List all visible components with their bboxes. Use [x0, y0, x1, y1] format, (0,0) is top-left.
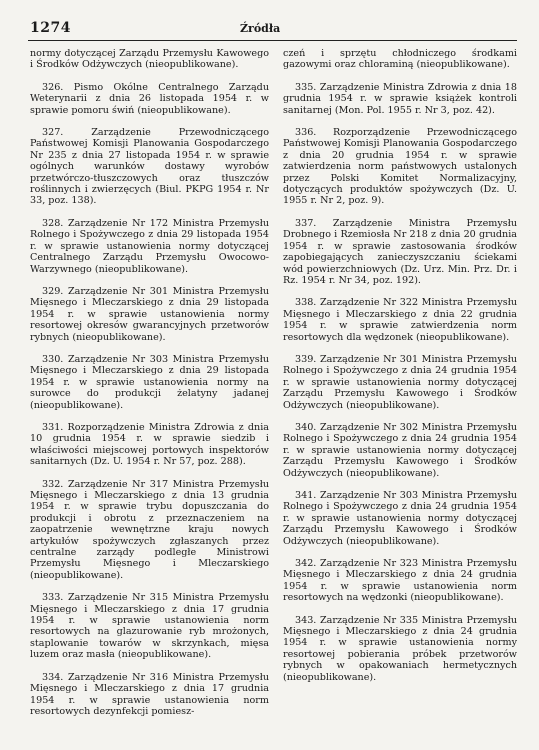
list-item: 342. Zarządzenie Nr 323 Ministra Przemysłu Mięsnego i Mleczarskiego z dnia 24 grudnia 1954 r. w sprawie ustanowienia norm resortowych na wędzonki (nieopublikowane). — [283, 558, 517, 604]
right-column — [283, 48, 517, 694]
list-item: 343. Zarządzenie Nr 335 Ministra Przemysłu Mięsnego i Mleczarskiego z dnia 24 grudnia 1954 r. w sprawie ustanowienia normy resortowej pobierania próbek przetworów rybnych w opakowaniach hermetycznych (nieopublikowane). — [283, 614, 517, 683]
list-item: 333. Zarządzenie Nr 315 Ministra Przemysłu Mięsnego i Mleczarskiego z dnia 17 grudnia 1954 r. w sprawie ustanowienia norm resortowych na glazurowanie ryb mrożonych, staplowanie towarów w skrzynkach, mięsa luzem oraz masła (nieopublikowane). — [30, 592, 269, 661]
list-item: 337. Zarządzenie Ministra Przemysłu Drobnego i Rzemiosła Nr 218 z dnia 20 grudnia 1954 r. w sprawie zastosowania środków zapobiegających zanieczyszczaniu ściekami wód powierzchniowych (Dz. Urz. Min. Prz. Dr. i Rz. 1954 r. Nr 34, poz. 192). — [283, 217, 517, 286]
header-rule — [28, 40, 517, 41]
list-item: 339. Zarządzenie Nr 301 Ministra Przemysłu Rolnego i Spożywczego z dnia 24 grudnia 1954 r. w sprawie ustanowienia normy dotyczącej Zarządu Przemysłu Kawowego i Środków Odżywczych (nieopublikowane). — [283, 353, 517, 411]
left-column — [30, 48, 269, 728]
list-item: 326. Pismo Okólne Centralnego Zarządu Weterynarii z dnia 26 listopada 1954 r. w sprawie pomoru świń (nieopublikowane). — [30, 81, 269, 116]
list-item: 328. Zarządzenie Nr 172 Ministra Przemysłu Rolnego i Spożywczego z dnia 29 listopada 1954 r. w sprawie ustanowienia normy dotyczącej Centralnego Zarządu Przemysłu Owocowo-Warzywnego (nieopublikowane). — [30, 217, 269, 275]
page-number: 1274 — [30, 20, 71, 36]
list-item: 331. Rozporządzenie Ministra Zdrowia z dnia 10 grudnia 1954 r. w sprawie siedzib i właściwości miejscowej portowych inspektorów sanitarnych (Dz. U. 1954 r. Nr 57, poz. 288). — [30, 421, 269, 468]
list-item: 338. Zarządzenie Nr 322 Ministra Przemysłu Mięsnego i Mleczarskiego z dnia 22 grudnia 1954 r. w sprawie zatwierdzenia norm resortowych dla wędzonek (nieopublikowane). — [283, 297, 517, 343]
list-item: 329. Zarządzenie Nr 301 Ministra Przemysłu Mięsnego i Mleczarskiego z dnia 29 listopada 1954 r. w sprawie ustanowienia normy resortowej okresów gwarancyjnych przetworów rybnych (nieopublikowane). — [30, 285, 269, 343]
running-title: Źródła — [240, 22, 281, 35]
list-item: 327. Zarządzenie Przewodniczącego Państwowej Komisji Planowania Gospodarczego Nr 235 z dnia 27 listopada 1954 r. w sprawie ogólnych warunków dostawy wyrobów przetwórczo-tłuszczowych oraz tłuszczów roślinnych i zwierzęcych (Biul. PKPG 1954 r. Nr 33, poz. 138). — [30, 127, 269, 207]
list-item: czeń i sprzętu chłodniczego środkami gazowymi oraz chloraminą (nieopublikowane). — [283, 48, 517, 71]
list-item: 330. Zarządzenie Nr 303 Ministra Przemysłu Mięsnego i Mleczarskiego z dnia 29 listopada 1954 r. w sprawie ustanowienia normy na surowce do produkcji żelatyny jadanej (nieopublikowane). — [30, 353, 269, 411]
list-item: 332. Zarządzenie Nr 317 Ministra Przemysłu Mięsnego i Mleczarskiego z dnia 13 grudnia 1954 r. w sprawie trybu dopuszczania do produkcji i obrotu z przeznaczeniem na zaopatrzenie wewnętrzne kraju nowych artykułów spożywczych zgłaszanych przez centralne zarządy podległe Ministrowi Przemysłu Mięsnego i Mleczarskiego (nieopublikowane). — [30, 478, 269, 581]
list-item: 334. Zarządzenie Nr 316 Ministra Przemysłu Mięsnego i Mleczarskiego z dnia 17 grudnia 1954 r. w sprawie ustanowienia norm resortowych dezynfekcji pomiesz- — [30, 671, 269, 717]
list-item: 336. Rozporządzenie Przewodniczącego Państwowej Komisji Planowania Gospodarczego z dnia 20 grudnia 1954 r. w sprawie zatwierdzenia norm państwowych ustalonych przez Polski Komitet Normalizacyjny, dotyczących produktów spożywczych (Dz. U. 1955 r. Nr 2, poz. 9). — [283, 127, 517, 207]
list-item: normy dotyczącej Zarządu Przemysłu Kawowego i Środków Odżywczych (nieopublikowane). — [30, 48, 269, 71]
list-item: 340. Zarządzenie Nr 302 Ministra Przemysłu Rolnego i Spożywczego z dnia 24 grudnia 1954 r. w sprawie ustanowienia normy dotyczącej Zarządu Przemysłu Kawowego i Środków Odżywczych (nieopublikowane). — [283, 421, 517, 479]
list-item: 341. Zarządzenie Nr 303 Ministra Przemysłu Rolnego i Spożywczego z dnia 24 grudnia 1954 r. w sprawie ustanowienia normy dotyczącej Zarządu Przemysłu Kawowego i Środków Odżywczych (nieopublikowane). — [283, 490, 517, 547]
list-item: 335. Zarządzenie Ministra Zdrowia z dnia 18 grudnia 1954 r. w sprawie książek kontroli sanitarnej (Mon. Pol. 1955 r. Nr 3, poz. 42). — [283, 81, 517, 116]
